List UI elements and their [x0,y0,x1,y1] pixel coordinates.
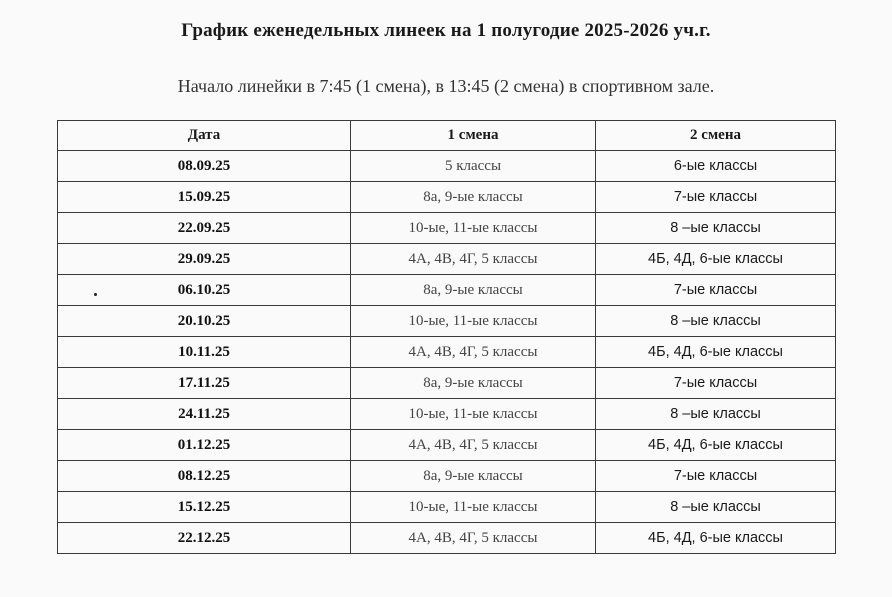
cell-shift2: 4Б, 4Д, 6-ые классы [596,244,836,275]
cell-date: 08.12.25 [58,461,351,492]
table-header-row [58,121,836,151]
schedule-table [57,120,836,554]
cell-shift2: 4Б, 4Д, 6-ые классы [596,337,836,368]
cell-shift1: 10-ые, 11-ые классы [351,306,596,337]
table-row [58,461,836,492]
table-row [58,430,836,461]
table-row [58,213,836,244]
column-header-shift2: 2 смена [596,121,836,151]
cell-shift2: 4Б, 4Д, 6-ые классы [596,523,836,554]
cell-shift2: 7-ые классы [596,368,836,399]
table-row [58,399,836,430]
cell-date: 01.12.25 [58,430,351,461]
page-subtitle: Начало линейки в 7:45 (1 смена), в 13:45 (2 смена) в спортивном зале. [177,76,715,96]
cell-shift1: 5 классы [351,151,596,182]
cell-date: 20.10.25 [58,306,351,337]
cell-shift1: 8а, 9-ые классы [351,461,596,492]
cell-shift1: 8а, 9-ые классы [351,182,596,213]
column-header-shift1: 1 смена [351,121,596,151]
cell-shift2: 7-ые классы [596,275,836,306]
cell-date: 22.12.25 [58,523,351,554]
cell-shift1: 4А, 4В, 4Г, 5 классы [351,430,596,461]
cell-shift1: 8а, 9-ые классы [351,368,596,399]
cell-date: 22.09.25 [58,213,351,244]
cell-shift1: 4А, 4В, 4Г, 5 классы [351,523,596,554]
cell-date: 15.12.25 [58,492,351,523]
scan-speck [94,293,97,296]
table-row [58,182,836,213]
cell-shift2: 6-ые классы [596,151,836,182]
cell-shift2: 8 –ые классы [596,399,836,430]
cell-date: 10.11.25 [58,337,351,368]
cell-date: 24.11.25 [58,399,351,430]
table-row [58,368,836,399]
cell-date: 15.09.25 [58,182,351,213]
cell-shift2: 7-ые классы [596,461,836,492]
page-title: График еженедельных линеек на 1 полугодие 2025-2026 уч.г. [181,20,711,41]
cell-shift1: 4А, 4В, 4Г, 5 классы [351,337,596,368]
cell-shift2: 7-ые классы [596,182,836,213]
cell-shift2: 8 –ые классы [596,213,836,244]
column-header-date: Дата [58,121,351,151]
cell-shift1: 10-ые, 11-ые классы [351,399,596,430]
table-row [58,306,836,337]
table-row [58,244,836,275]
table-row [58,523,836,554]
cell-shift1: 4А, 4В, 4Г, 5 классы [351,244,596,275]
cell-shift2: 8 –ые классы [596,306,836,337]
cell-date: 06.10.25 [58,275,351,306]
cell-date: 17.11.25 [58,368,351,399]
table-row [58,492,836,523]
cell-date: 08.09.25 [58,151,351,182]
cell-shift1: 8а, 9-ые классы [351,275,596,306]
cell-date: 29.09.25 [58,244,351,275]
table-row [58,337,836,368]
cell-shift2: 8 –ые классы [596,492,836,523]
cell-shift1: 10-ые, 11-ые классы [351,492,596,523]
cell-shift1: 10-ые, 11-ые классы [351,213,596,244]
table-row [58,275,836,306]
cell-shift2: 4Б, 4Д, 6-ые классы [596,430,836,461]
table-row [58,151,836,182]
